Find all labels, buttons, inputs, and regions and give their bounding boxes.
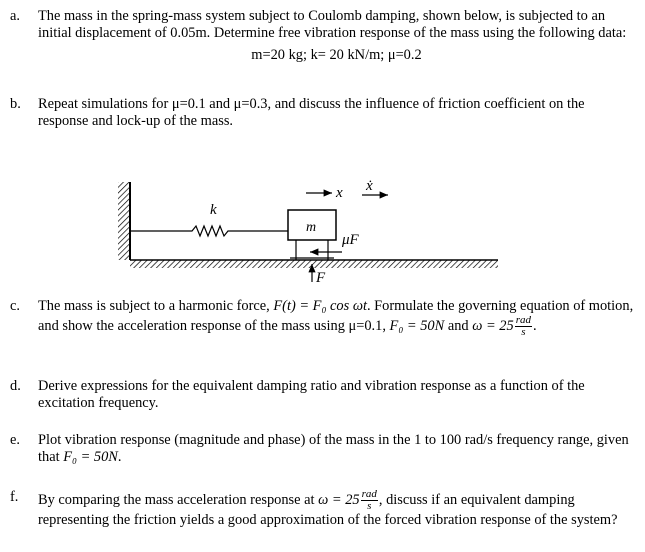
- question-a-label: a.: [10, 8, 20, 24]
- question-c-end: .: [532, 317, 537, 334]
- xdot-label: ẋ: [366, 178, 373, 194]
- spring: [130, 226, 288, 236]
- normal-force-label: F: [316, 270, 326, 286]
- question-a-data: m=20 kg; k= 20 kN/m; μ=0.2: [251, 47, 422, 63]
- question-c-formula: F(t) = F₀ cos ωt: [273, 298, 367, 314]
- question-f-text-2: , discuss if an equivalent damping representing the friction yields a good approximation of the forced vibration response of the system?: [38, 491, 618, 528]
- friction-label: μF: [342, 232, 359, 248]
- question-d: [10, 378, 635, 412]
- ground-hatching: [130, 260, 498, 268]
- question-c-s: s: [521, 326, 526, 338]
- question-b-text: Repeat simulations for μ=0.1 and μ=0.3, and discuss the influence of friction coefficient on the response and lock-up of the mass.: [38, 96, 585, 129]
- x-label: x: [336, 185, 343, 201]
- question-f-label: f.: [10, 489, 19, 505]
- question-d-label: d.: [10, 378, 21, 394]
- question-c-rad-per-s: [515, 315, 532, 338]
- question-c-text-3: and: [444, 317, 473, 334]
- question-f: [10, 489, 635, 529]
- question-c-text-1: The mass is subject to a harmonic force,: [38, 298, 274, 314]
- question-e-f0: F₀ = 50N: [63, 449, 118, 465]
- question-f-rad-per-s: [361, 489, 378, 512]
- question-c: [10, 298, 635, 338]
- question-f-s: s: [367, 500, 372, 512]
- question-a-text: The mass in the spring-mass system subject to Coulomb damping, shown below, is subjected to an initial displacement of 0.05m. Determine free vibration response of the mass using the following data:: [38, 8, 627, 41]
- question-c-rad: rad: [515, 314, 531, 326]
- question-c-f0: F₀ = 50N: [389, 317, 445, 334]
- question-e-text: Plot vibration response (magnitude and phase) of the mass in the 1 to 100 rad/s frequency range, given that: [38, 432, 629, 465]
- wall-hatching: [118, 182, 130, 260]
- question-f-text-1: By comparing the mass acceleration response at: [38, 491, 319, 508]
- question-e-label: e.: [10, 432, 20, 448]
- question-e: [10, 432, 635, 466]
- question-b: [10, 96, 635, 130]
- question-f-rad: rad: [361, 488, 377, 500]
- question-d-text: Derive expressions for the equivalent damping ratio and vibration response as a function of the excitation frequency.: [38, 378, 585, 411]
- question-c-omega: ω = 25: [472, 317, 514, 334]
- spring-mass-diagram: [110, 178, 510, 290]
- question-b-label: b.: [10, 96, 21, 112]
- question-e-end: .: [117, 449, 122, 465]
- question-a: [10, 8, 635, 64]
- question-c-text-2: . Formulate the governing equation of motion, and show the acceleration response of the mass using μ=0.1,: [38, 298, 634, 334]
- question-f-omega: ω = 25: [318, 491, 360, 508]
- mass-label: m: [306, 220, 317, 235]
- spring-label: k: [210, 202, 217, 218]
- question-c-label: c.: [10, 298, 20, 314]
